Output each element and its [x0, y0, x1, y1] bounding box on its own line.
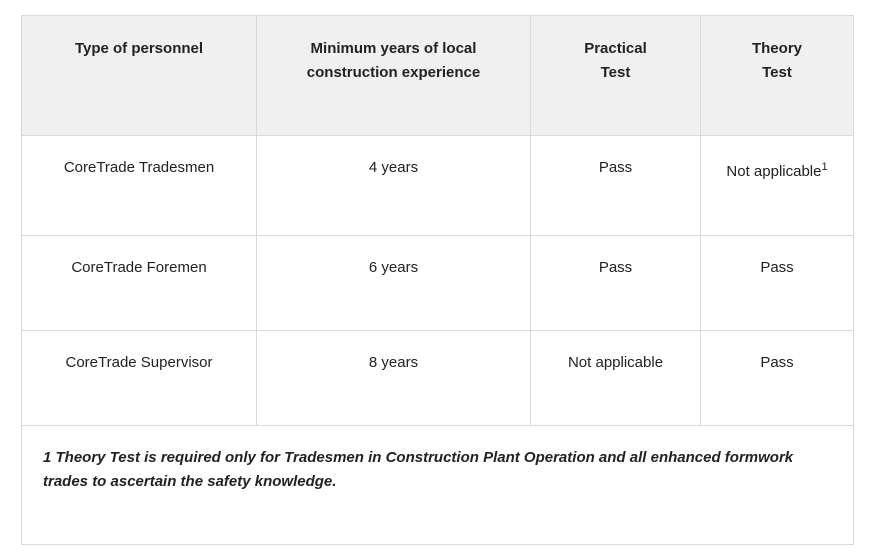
table-row [22, 236, 854, 331]
cell-years: 8 years [257, 331, 531, 426]
cell-theory: Pass [701, 331, 854, 426]
cell-theory: Pass [701, 236, 854, 331]
theory-value: Not applicable [726, 163, 822, 180]
cell-personnel: CoreTrade Tradesmen [22, 136, 257, 236]
footnote-text: 1 Theory Test is required only for Tradesmen in Construction Plant Operation and all enhanced formwork trades to ascertain the safety knowledge. [43, 449, 794, 490]
table-row [22, 136, 854, 236]
cell-personnel: CoreTrade Foremen [22, 236, 257, 331]
header-practical-test: Practical Test [531, 16, 701, 136]
cell-years: 6 years [257, 236, 531, 331]
requirements-table-container [21, 15, 853, 545]
cell-years: 4 years [257, 136, 531, 236]
table-row [22, 331, 854, 426]
cell-practical: Pass [531, 136, 701, 236]
cell-theory [701, 136, 854, 236]
cell-practical: Not applicable [531, 331, 701, 426]
table-header-row [22, 16, 854, 136]
footnote-row [22, 426, 854, 545]
header-minimum-years: Minimum years of local construction experience [257, 16, 531, 136]
cell-practical: Pass [531, 236, 701, 331]
cell-personnel: CoreTrade Supervisor [22, 331, 257, 426]
header-theory-test: Theory Test [701, 16, 854, 136]
requirements-table [21, 15, 854, 545]
header-type-of-personnel: Type of personnel [22, 16, 257, 136]
footnote-marker: 1 [821, 161, 828, 173]
footnote-cell [22, 426, 854, 545]
